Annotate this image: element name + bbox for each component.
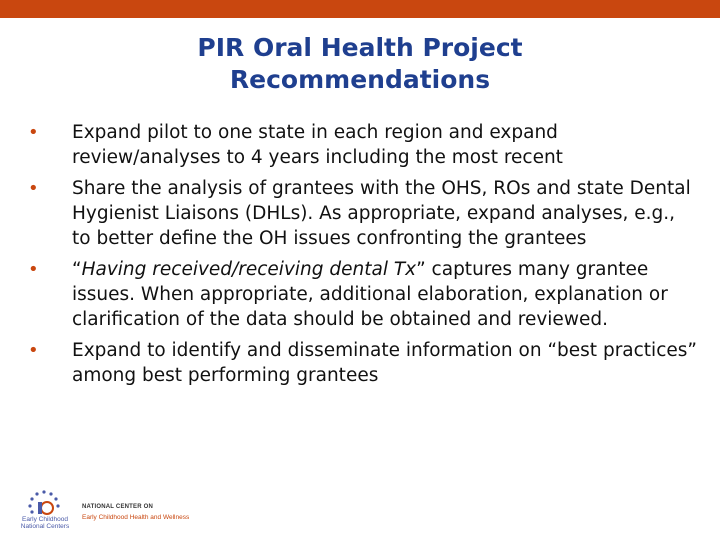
logo-caption-line-2: National Centers: [20, 523, 70, 530]
list-item: [28, 176, 698, 251]
quoted-phrase: Having received/receiving dental Tx: [81, 259, 417, 280]
slide-title: [0, 32, 720, 96]
list-item-text-rest: ” captures many grantee issues. When appropriate, additional elaboration, explanation or clarification of the data should be obtained and reviewed.: [72, 259, 668, 330]
list-item-text: Expand to identify and disseminate information on “best practices” among best performing grantees: [72, 340, 697, 386]
star-circle-icon: [14, 488, 74, 518]
list-item: [28, 257, 698, 332]
logo-caption-line-1: Early Childhood: [22, 516, 68, 523]
footer-logo: [14, 488, 214, 534]
national-center-name: Early Childhood Health and Wellness: [82, 514, 190, 521]
slide-title-line-1: PIR Oral Health Project: [197, 33, 523, 62]
open-quote: “: [72, 259, 82, 280]
list-item-text: [72, 259, 668, 330]
bullet-icon: •: [28, 259, 39, 280]
slide-title-line-2: Recommendations: [229, 65, 491, 94]
bullet-icon: •: [28, 340, 39, 361]
top-accent-bar: [0, 0, 720, 18]
list-item-text: Expand pilot to one state in each region and expand review/analyses to 4 years including the most recent: [72, 122, 563, 168]
recommendations-list: [28, 120, 698, 394]
bullet-icon: •: [28, 178, 39, 199]
early-childhood-centers-logo: [14, 488, 74, 534]
list-item: [28, 338, 698, 388]
list-item-text: Share the analysis of grantees with the OHS, ROs and state Dental Hygienist Liaisons (DHLs). As appropriate, expand analyses, e.g., to better define the OH issues confronting the grantees: [72, 178, 691, 249]
bullet-icon: •: [28, 122, 39, 143]
list-item: [28, 120, 698, 170]
logo-caption: [16, 516, 74, 530]
national-center-label: NATIONAL CENTER ON: [82, 504, 154, 510]
